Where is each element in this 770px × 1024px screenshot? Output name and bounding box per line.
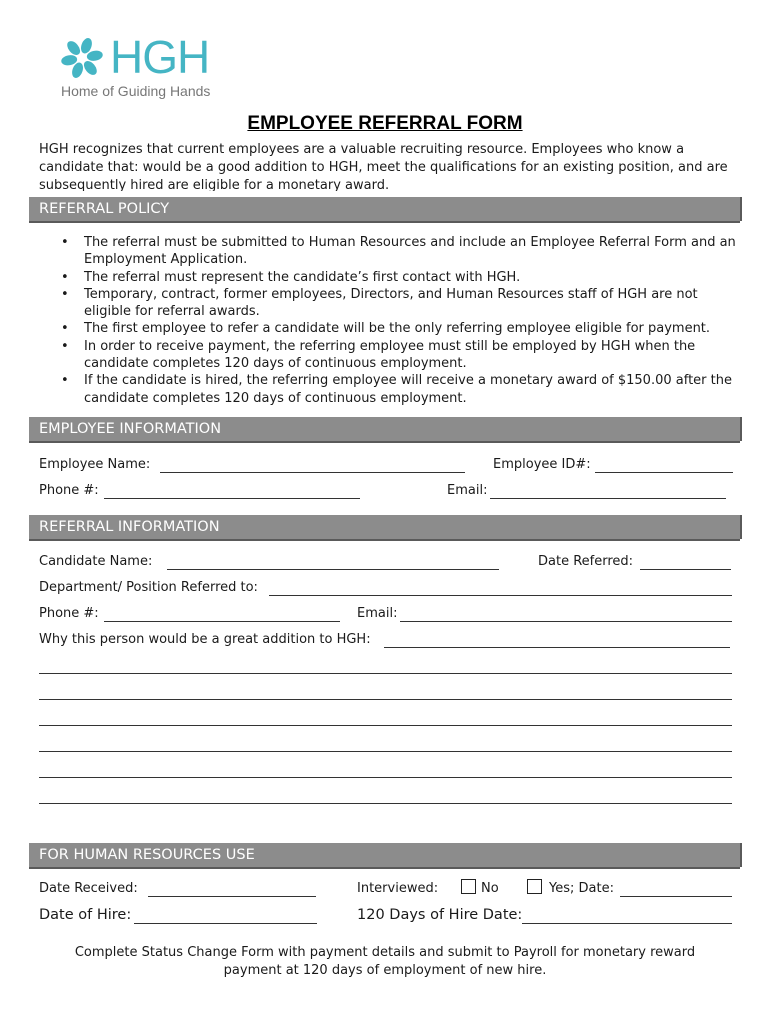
- policy-item: • If the candidate is hired, the referring employee will receive a monetary award of $150.00 after the candidate completes 120 days of continuous employment.: [39, 372, 739, 407]
- interviewed-no-checkbox[interactable]: [461, 879, 476, 894]
- logo-tagline: Home of Guiding Hands: [61, 83, 211, 99]
- section-header-employee-information: EMPLOYEE INFORMATION: [29, 417, 742, 441]
- section-header-referral-policy: REFERRAL POLICY: [29, 197, 742, 221]
- intro-paragraph: HGH recognizes that current employees are a valuable recruiting resource. Employees who know a candidate that: would be a good addition to HGH, meet the qualifications for an existing position, and are subsequently hired are eligible for a monetary award.: [39, 142, 728, 191]
- date-referred-field[interactable]: [640, 569, 731, 570]
- date-referred-label: Date Referred:: [538, 554, 634, 569]
- candidate-email-field[interactable]: [400, 621, 732, 622]
- interview-date-field[interactable]: [620, 896, 732, 897]
- interviewed-no-label: No: [481, 881, 499, 896]
- footer-note: Complete Status Change Form with payment details and submit to Payroll for monetary reward payment at 120 days of employment of new hire.: [74, 945, 696, 978]
- employee-phone-label: Phone #:: [39, 483, 99, 498]
- policy-item: • Temporary, contract, former employees, Directors, and Human Resources staff of HGH are not eligible for referral awards.: [39, 286, 739, 321]
- candidate-name-field[interactable]: [167, 569, 499, 570]
- policy-item: • The referral must be submitted to Human Resources and include an Employee Referral Form and an Employment Application.: [39, 234, 739, 269]
- section-header-hr-use: FOR HUMAN RESOURCES USE: [29, 843, 742, 867]
- employee-name-field[interactable]: [160, 472, 465, 473]
- why-addition-line[interactable]: [39, 777, 732, 778]
- candidate-name-label: Candidate Name:: [39, 554, 153, 569]
- date-received-field[interactable]: [148, 896, 316, 897]
- why-addition-line[interactable]: [39, 751, 732, 752]
- why-addition-line[interactable]: [39, 803, 732, 804]
- policy-item: • The referral must represent the candidate’s first contact with HGH.: [39, 269, 739, 286]
- employee-name-label: Employee Name:: [39, 457, 151, 472]
- employee-id-label: Employee ID#:: [493, 457, 591, 472]
- page-title: EMPLOYEE REFERRAL FORM: [247, 113, 523, 134]
- hgh-logo-icon: [60, 36, 104, 80]
- employee-email-field[interactable]: [490, 498, 726, 499]
- candidate-phone-label: Phone #:: [39, 606, 99, 621]
- interviewed-yes-label: Yes; Date:: [549, 881, 614, 896]
- employee-phone-field[interactable]: [104, 498, 360, 499]
- policy-item: • In order to receive payment, the referring employee must still be employed by HGH when the candidate completes 120 days of continuous employment.: [39, 338, 739, 373]
- logo-name: HGH: [110, 31, 210, 83]
- why-addition-label: Why this person would be a great addition to HGH:: [39, 632, 371, 647]
- why-addition-line[interactable]: [39, 699, 732, 700]
- department-position-label: Department/ Position Referred to:: [39, 580, 258, 595]
- interviewed-label: Interviewed:: [357, 881, 439, 896]
- date-of-hire-label: Date of Hire:: [39, 907, 132, 923]
- 120-days-label: 120 Days of Hire Date:: [357, 907, 523, 923]
- candidate-phone-field[interactable]: [104, 621, 340, 622]
- department-position-field[interactable]: [269, 595, 732, 596]
- policy-item: • The first employee to refer a candidate will be the only referring employee eligible for payment.: [39, 320, 739, 337]
- policy-list: [39, 234, 739, 407]
- interviewed-yes-checkbox[interactable]: [527, 879, 542, 894]
- why-addition-line[interactable]: [39, 725, 732, 726]
- why-addition-field[interactable]: [384, 647, 730, 648]
- why-addition-line[interactable]: [39, 673, 732, 674]
- candidate-email-label: Email:: [357, 606, 398, 621]
- date-received-label: Date Received:: [39, 881, 138, 896]
- section-header-referral-information: REFERRAL INFORMATION: [29, 515, 742, 539]
- date-of-hire-field[interactable]: [134, 923, 317, 924]
- employee-email-label: Email:: [447, 483, 488, 498]
- 120-days-field[interactable]: [522, 923, 732, 924]
- employee-id-field[interactable]: [595, 472, 733, 473]
